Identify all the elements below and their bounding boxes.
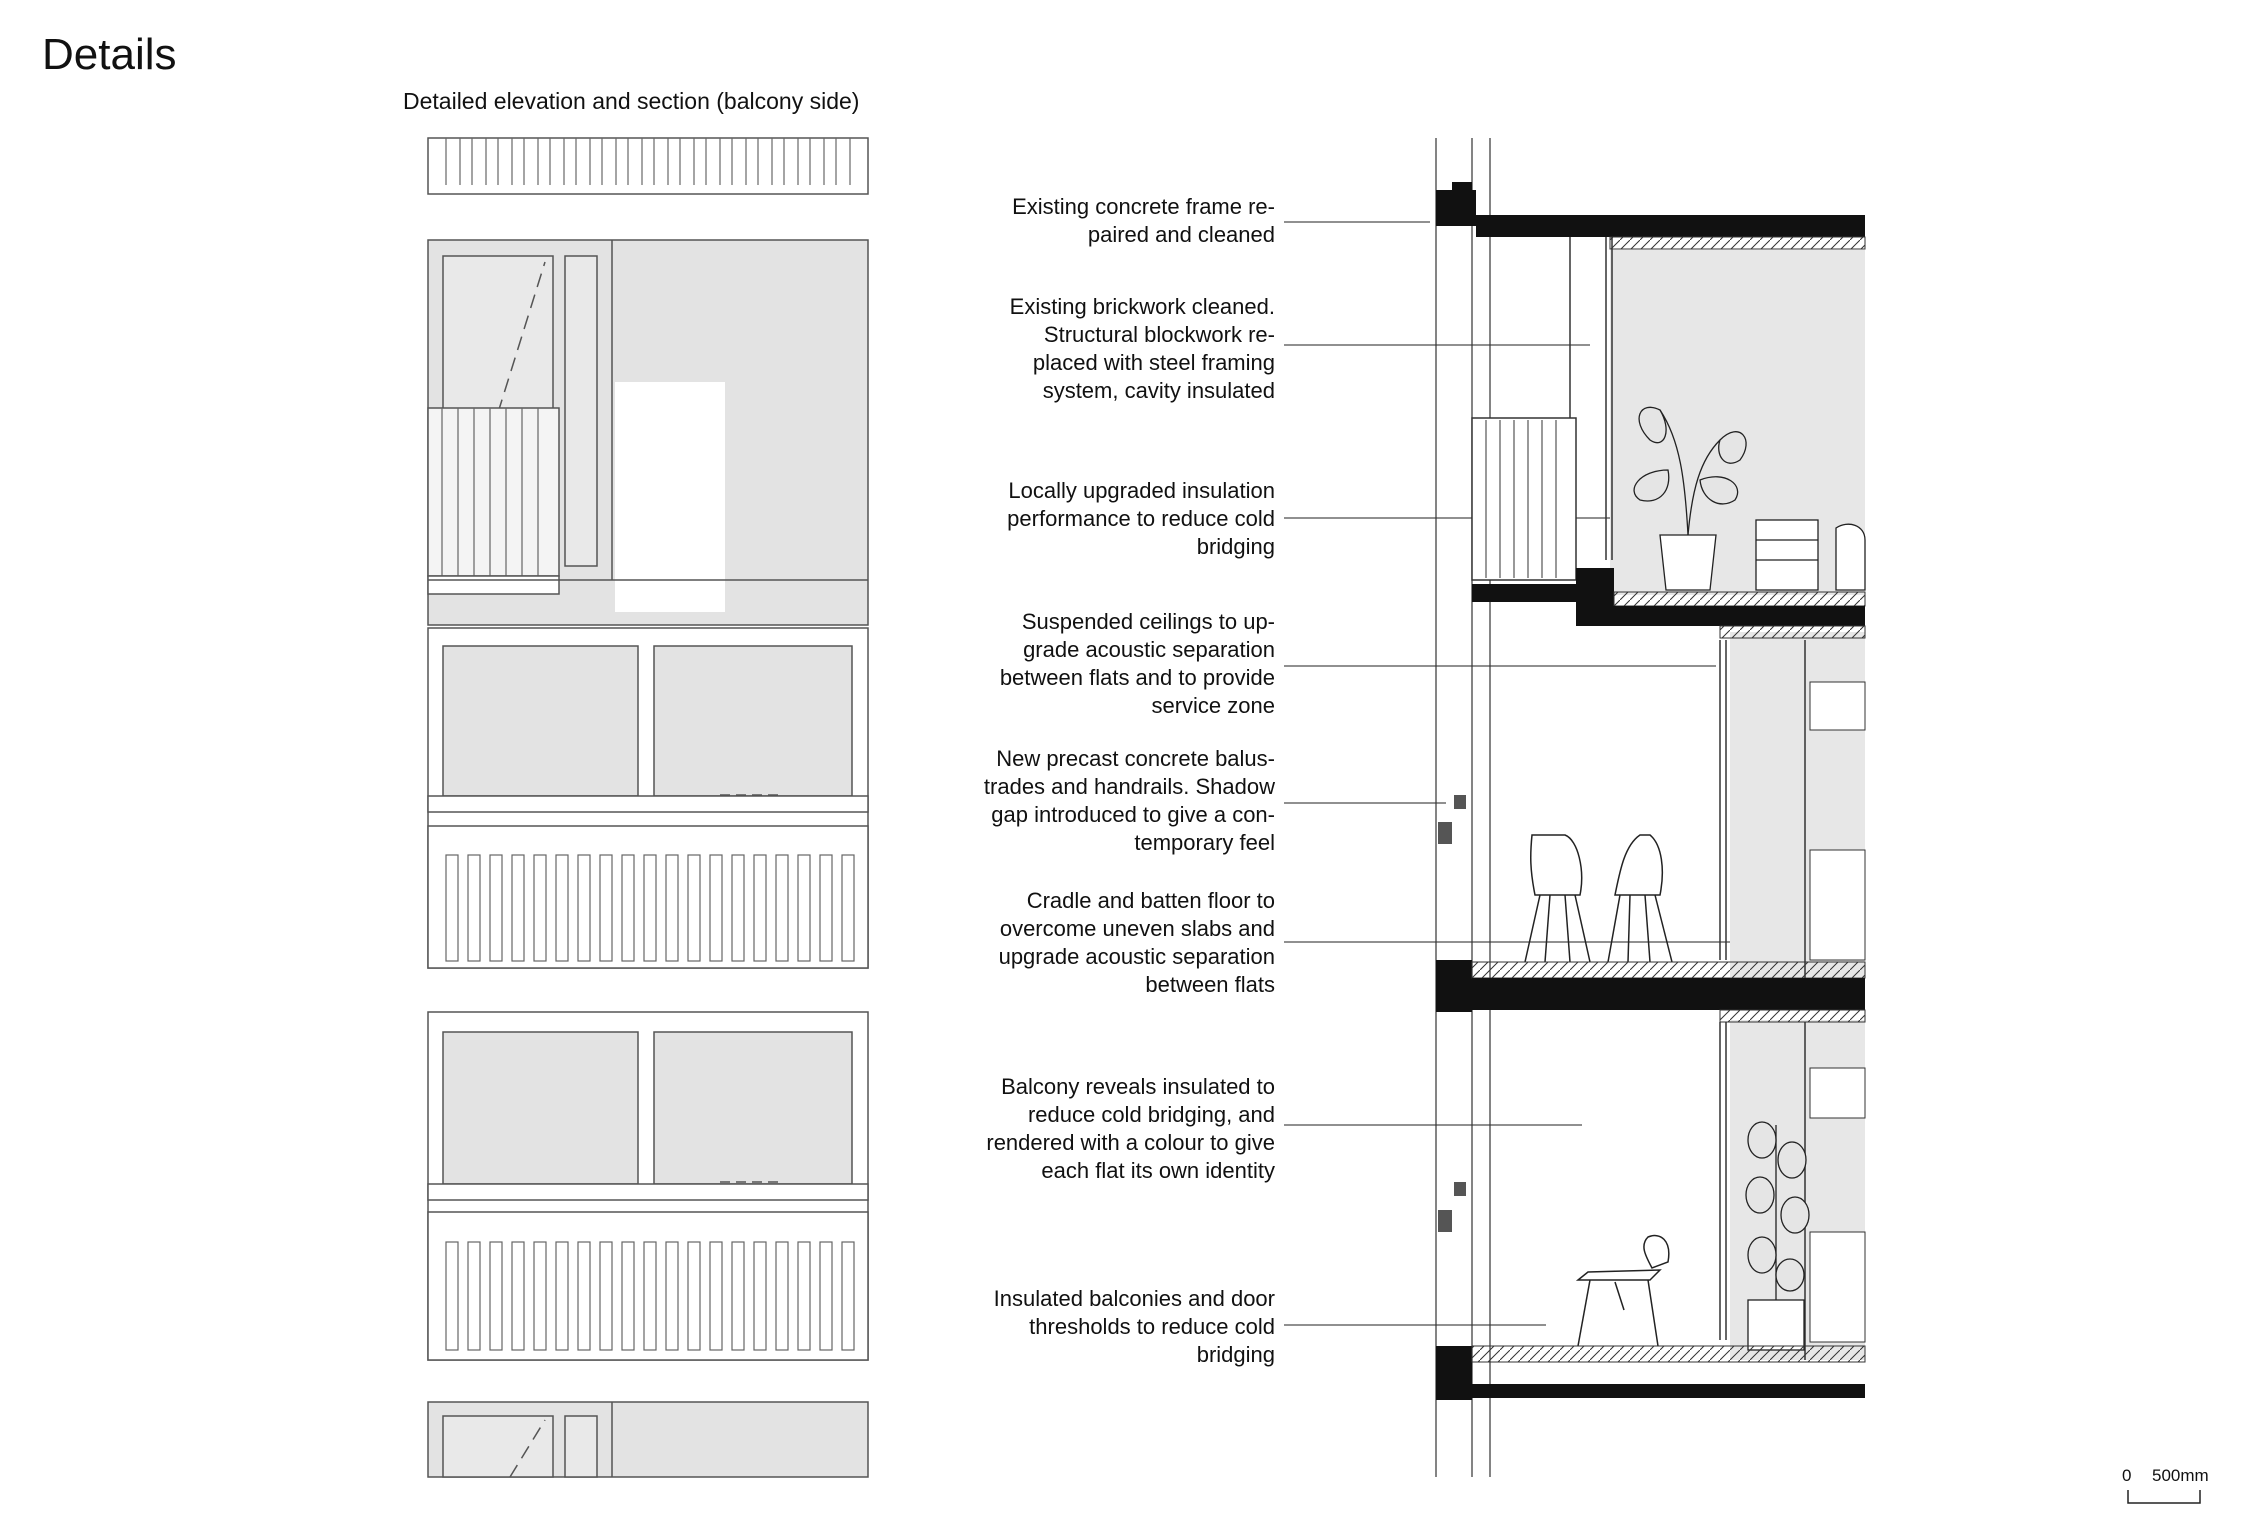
chairs-mid	[1525, 835, 1672, 962]
stool-upper	[1756, 520, 1865, 590]
scale-zero-label: 0	[2122, 1466, 2132, 1485]
scale-bar	[2128, 1490, 2200, 1503]
annotation-brickwork: Existing brickwork cleaned. Structural blockwork re- placed with steel framing system, cavity insulated	[1009, 294, 1275, 403]
elevation-drawing	[428, 138, 868, 1477]
elevation-lower-bay	[428, 1012, 868, 1360]
elevation-middle-bay	[428, 628, 868, 968]
elevation-bottom-bay	[428, 1402, 868, 1477]
drawing-subtitle: Detailed elevation and section (balcony side)	[403, 88, 860, 114]
annotation-reveals: Balcony reveals insulated to reduce cold bridging, and rendered with a colour to give each flat its own identity	[986, 1074, 1275, 1183]
page-title: Details	[42, 30, 177, 79]
annotation-floor: Cradle and batten floor to overcome uneven slabs and upgrade acoustic separation between flats	[998, 888, 1275, 997]
chair-lower	[1578, 1236, 1669, 1346]
elevation-top-balustrade	[428, 138, 868, 194]
annotation-ceilings: Suspended ceilings to up- grade acoustic separation between flats and to provide service zone	[999, 609, 1275, 718]
annotation-balustrades: New precast concrete balus- trades and handrails. Shadow gap introduced to give a con- temporary feel	[983, 746, 1275, 855]
annotation-insulation: Locally upgraded insulation performance to reduce cold bridging	[1007, 478, 1275, 559]
section-drawing	[1436, 138, 1865, 1477]
annotation-thresholds: Insulated balconies and door thresholds to reduce cold bridging	[993, 1286, 1275, 1367]
annotation-concrete-frame: Existing concrete frame re- paired and cleaned	[1012, 194, 1275, 247]
scale-length-label: 500mm	[2152, 1466, 2209, 1485]
elevation-upper-bay	[428, 240, 868, 625]
